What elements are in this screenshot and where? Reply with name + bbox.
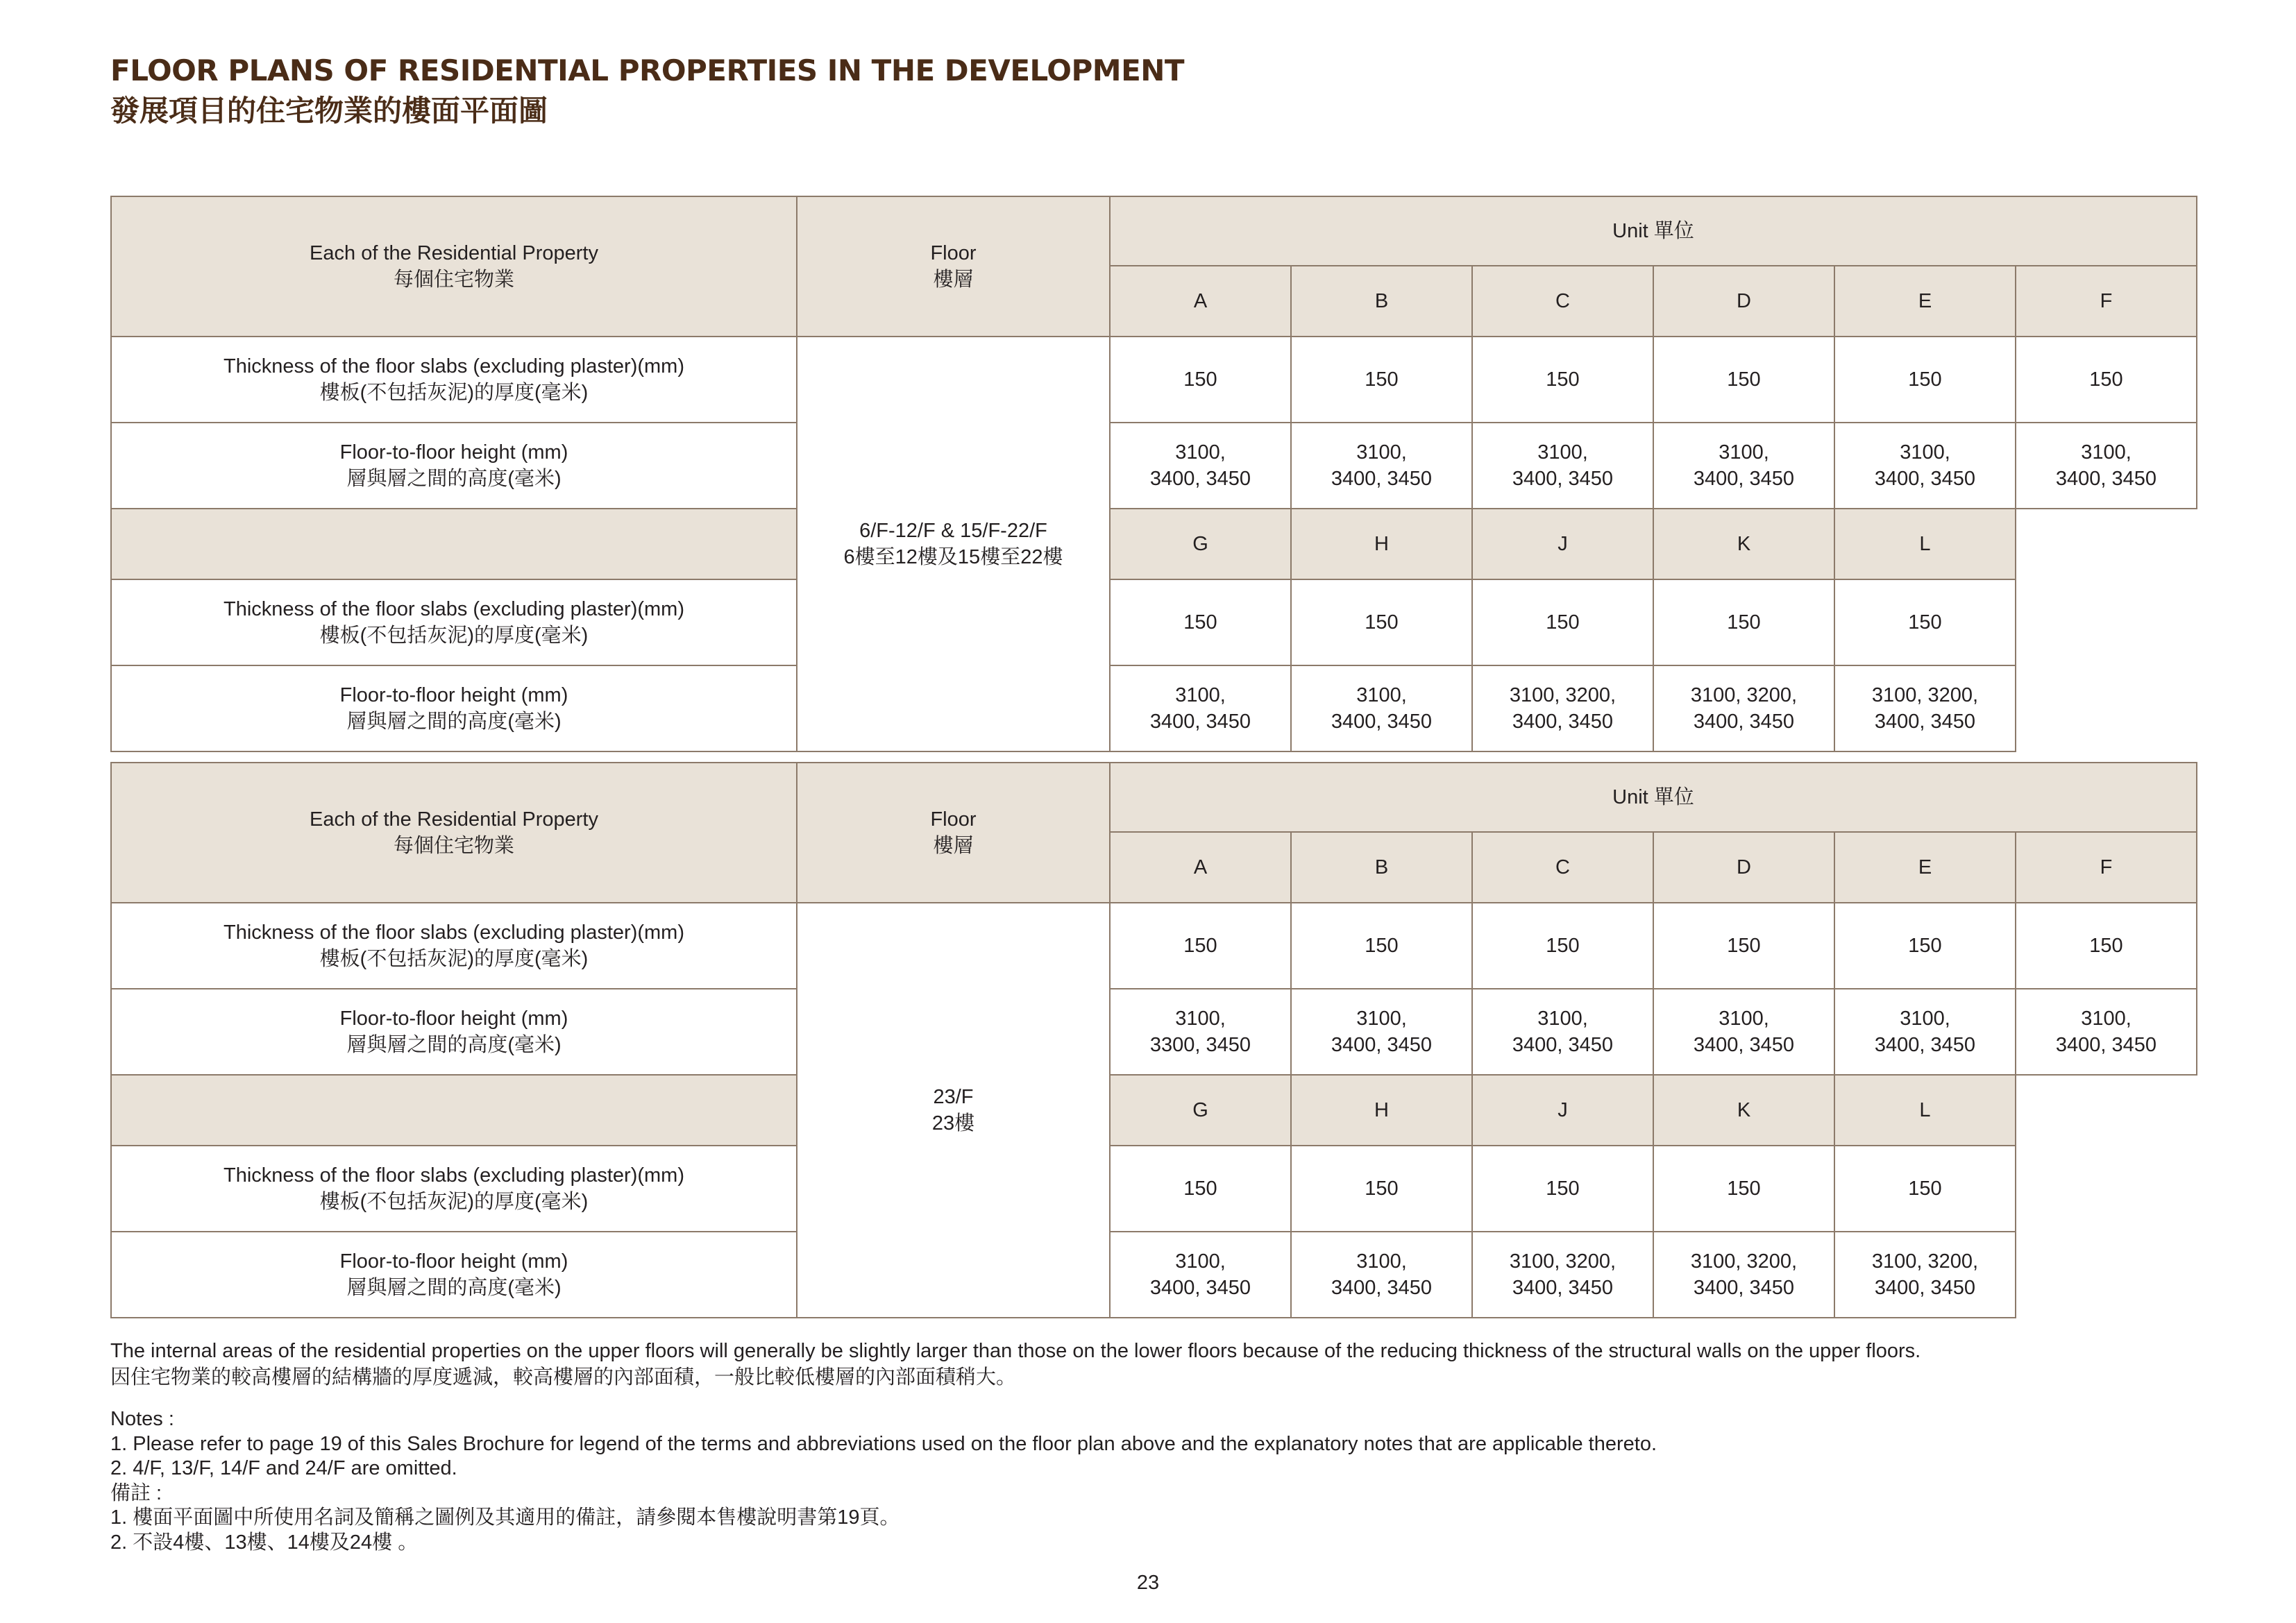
value-cell: 3100, 3200, 3400, 3450 [1834, 1232, 2016, 1318]
row-label-height: Floor-to-floor height (mm) 層與層之間的高度(毫米) [111, 989, 797, 1075]
unit-letter: J [1472, 1075, 1653, 1146]
value-cell: 3100, 3400, 3450 [1110, 1232, 1291, 1318]
note-item: 2. 不設4樓、13樓、14樓及24樓 。 [110, 1531, 419, 1554]
value-cell: 150 [1110, 337, 1291, 423]
value-cell: 3100, 3200, 3400, 3450 [1834, 665, 2016, 751]
value-cell: 150 [1472, 1146, 1653, 1232]
value-cell: 150 [1472, 579, 1653, 665]
unit-letter: B [1291, 832, 1472, 903]
unit-letter: D [1653, 832, 1834, 903]
unit-letter: B [1291, 266, 1472, 337]
value-cell: 3100, 3400, 3450 [1291, 989, 1472, 1075]
notes-heading-zh: 備註 : [110, 1481, 162, 1504]
unit-letter: L [1834, 1075, 2016, 1146]
unit-letter: C [1472, 832, 1653, 903]
page-number: 23 [1136, 1572, 1160, 1594]
value-cell: 3100, 3200, 3400, 3450 [1472, 665, 1653, 751]
unit-letter: H [1291, 509, 1472, 579]
value-cell: 150 [1653, 579, 1834, 665]
notes-heading-en: Notes : [110, 1408, 174, 1430]
unit-letter: K [1653, 509, 1834, 579]
value-cell: 3100, 3400, 3450 [1834, 989, 2016, 1075]
value-cell: 3100, 3400, 3450 [1653, 423, 1834, 509]
header-floor: Floor 樓層 [797, 196, 1110, 337]
row-label-thickness: Thickness of the floor slabs (excluding plaster)(mm) 樓板(不包括灰泥)的厚度(毫米) [111, 579, 797, 665]
note-item: 1. Please refer to page 19 of this Sales Brochure for legend of the terms and abbreviations used on the floor plan above and the explanatory notes that are applicable thereto. [110, 1432, 1657, 1455]
unit-letter: H [1291, 1075, 1472, 1146]
value-cell: 150 [2016, 903, 2197, 989]
title-en: FLOOR PLANS OF RESIDENTIAL PROPERTIES IN THE DEVELOPMENT [110, 53, 1185, 87]
value-cell: 3100, 3400, 3450 [1472, 989, 1653, 1075]
unit-letter: D [1653, 266, 1834, 337]
value-cell: 3100, 3400, 3450 [1291, 423, 1472, 509]
unit-letter: K [1653, 1075, 1834, 1146]
value-cell: 150 [1653, 903, 1834, 989]
floor-range: 23/F 23樓 [797, 903, 1110, 1318]
value-cell: 3100, 3200, 3400, 3450 [1472, 1232, 1653, 1318]
unit-letter: C [1472, 266, 1653, 337]
value-cell: 3100, 3400, 3450 [1472, 423, 1653, 509]
row-label-height: Floor-to-floor height (mm) 層與層之間的高度(毫米) [111, 423, 797, 509]
value-cell: 3100, 3400, 3450 [1291, 665, 1472, 751]
value-cell: 150 [1653, 1146, 1834, 1232]
header-property: Each of the Residential Property 每個住宅物業 [111, 763, 797, 903]
value-cell: 3100, 3300, 3450 [1110, 989, 1291, 1075]
value-cell: 3100, 3200, 3400, 3450 [1653, 665, 1834, 751]
value-cell: 3100, 3400, 3450 [2016, 423, 2197, 509]
value-cell: 150 [1110, 1146, 1291, 1232]
unit-letter: A [1110, 266, 1291, 337]
floor-table-2 [110, 762, 2197, 1318]
value-cell: 150 [1291, 1146, 1472, 1232]
header-unit: Unit 單位 [1110, 763, 2197, 832]
value-cell: 150 [1110, 903, 1291, 989]
value-cell: 150 [1291, 903, 1472, 989]
value-cell: 150 [1653, 337, 1834, 423]
floor-table-1 [110, 196, 2197, 752]
footnote [110, 1338, 1921, 1391]
title-zh: 發展項目的住宅物業的樓面平面圖 [110, 94, 548, 128]
value-cell: 150 [1291, 337, 1472, 423]
unit-letter: E [1834, 832, 2016, 903]
unit-letter: A [1110, 832, 1291, 903]
row-label-thickness: Thickness of the floor slabs (excluding plaster)(mm) 樓板(不包括灰泥)的厚度(毫米) [111, 903, 797, 989]
row-label-height: Floor-to-floor height (mm) 層與層之間的高度(毫米) [111, 665, 797, 751]
unit-letter: F [2016, 266, 2197, 337]
header-property: Each of the Residential Property 每個住宅物業 [111, 196, 797, 337]
value-cell: 150 [1291, 579, 1472, 665]
value-cell: 3100, 3400, 3450 [1110, 423, 1291, 509]
unit-letter: G [1110, 1075, 1291, 1146]
value-cell: 3100, 3400, 3450 [1653, 989, 1834, 1075]
blank-cell [2016, 509, 2197, 751]
header-unit: Unit 單位 [1110, 196, 2197, 266]
value-cell: 150 [1834, 903, 2016, 989]
value-cell: 3100, 3400, 3450 [1110, 665, 1291, 751]
unit-letter: J [1472, 509, 1653, 579]
value-cell: 3100, 3400, 3450 [2016, 989, 2197, 1075]
note-item: 1. 樓面平面圖中所使用名詞及簡稱之圖例及其適用的備註，請參閱本售樓說明書第19頁。 [110, 1506, 900, 1529]
notes [110, 1407, 1657, 1555]
unit-letter: E [1834, 266, 2016, 337]
unit-letter: F [2016, 832, 2197, 903]
row-label-thickness: Thickness of the floor slabs (excluding plaster)(mm) 樓板(不包括灰泥)的厚度(毫米) [111, 337, 797, 423]
row-label-empty [111, 509, 797, 579]
row-label-thickness: Thickness of the floor slabs (excluding plaster)(mm) 樓板(不包括灰泥)的厚度(毫米) [111, 1146, 797, 1232]
value-cell: 150 [1472, 903, 1653, 989]
page-title [110, 51, 1184, 132]
unit-letter: L [1834, 509, 2016, 579]
blank-cell [2016, 1075, 2197, 1318]
note-item: 2. 4/F, 13/F, 14/F and 24/F are omitted. [110, 1457, 457, 1479]
value-cell: 150 [1834, 579, 2016, 665]
unit-letter: G [1110, 509, 1291, 579]
value-cell: 150 [2016, 337, 2197, 423]
value-cell: 150 [1834, 337, 2016, 423]
floor-range: 6/F-12/F & 15/F-22/F 6樓至12樓及15樓至22樓 [797, 337, 1110, 751]
value-cell: 150 [1472, 337, 1653, 423]
header-floor: Floor 樓層 [797, 763, 1110, 903]
footnote-en: The internal areas of the residential properties on the upper floors will generally be slightly larger than those on the lower floors because of the reducing thickness of the structural walls on the upper floors. [110, 1340, 1921, 1362]
footnote-zh: 因住宅物業的較高樓層的結構牆的厚度遞減，較高樓層的內部面積，一般比較低樓層的內部面積稍大。 [110, 1366, 1017, 1388]
value-cell: 150 [1834, 1146, 2016, 1232]
value-cell: 3100, 3200, 3400, 3450 [1653, 1232, 1834, 1318]
value-cell: 150 [1110, 579, 1291, 665]
row-label-height: Floor-to-floor height (mm) 層與層之間的高度(毫米) [111, 1232, 797, 1318]
value-cell: 3100, 3400, 3450 [1291, 1232, 1472, 1318]
row-label-empty [111, 1075, 797, 1146]
value-cell: 3100, 3400, 3450 [1834, 423, 2016, 509]
